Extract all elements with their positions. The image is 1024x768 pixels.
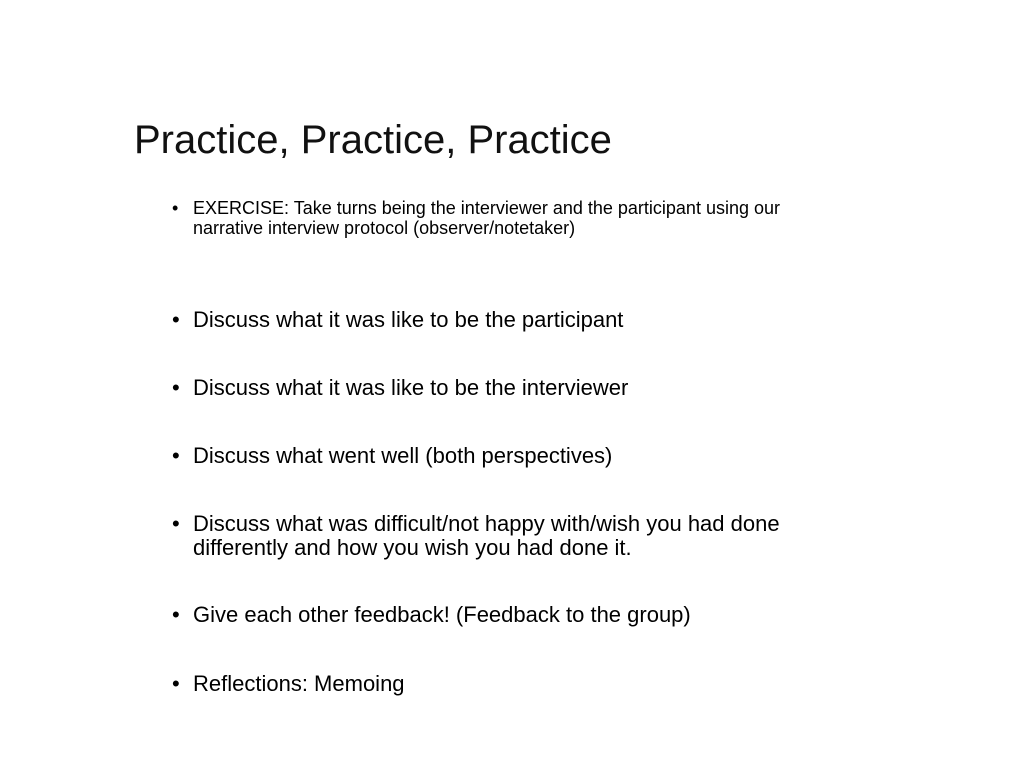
bullet-dot: • — [172, 511, 180, 536]
bullet-text: EXERCISE: Take turns being the interviewer and the participant using our narrative interview protocol (observer/notetaker) — [193, 198, 780, 238]
bullet-dot: • — [172, 198, 179, 218]
bullet-text: Discuss what it was like to be the interviewer — [193, 375, 629, 400]
bullet-item-reflections — [172, 672, 852, 696]
bullet-dot: • — [172, 307, 180, 332]
bullet-text: Discuss what was difficult/not happy with/wish you had done differently and how you wish you had done it. — [193, 511, 780, 560]
bullet-item-interviewer — [172, 376, 852, 400]
slide-title: Practice, Practice, Practice — [134, 118, 612, 162]
bullet-item-difficult — [172, 512, 852, 560]
bullet-dot: • — [172, 443, 180, 468]
bullet-text: Discuss what it was like to be the participant — [193, 307, 624, 332]
bullet-text: Reflections: Memoing — [193, 671, 405, 696]
bullet-dot: • — [172, 602, 180, 627]
bullet-item-feedback — [172, 603, 852, 627]
bullet-dot: • — [172, 671, 180, 696]
bullet-text: Discuss what went well (both perspectives) — [193, 443, 613, 468]
bullet-text: Give each other feedback! (Feedback to the group) — [193, 602, 691, 627]
bullet-dot: • — [172, 375, 180, 400]
bullet-item-participant — [172, 308, 852, 332]
bullet-item-went-well — [172, 444, 852, 468]
bullet-item-exercise — [172, 198, 852, 238]
